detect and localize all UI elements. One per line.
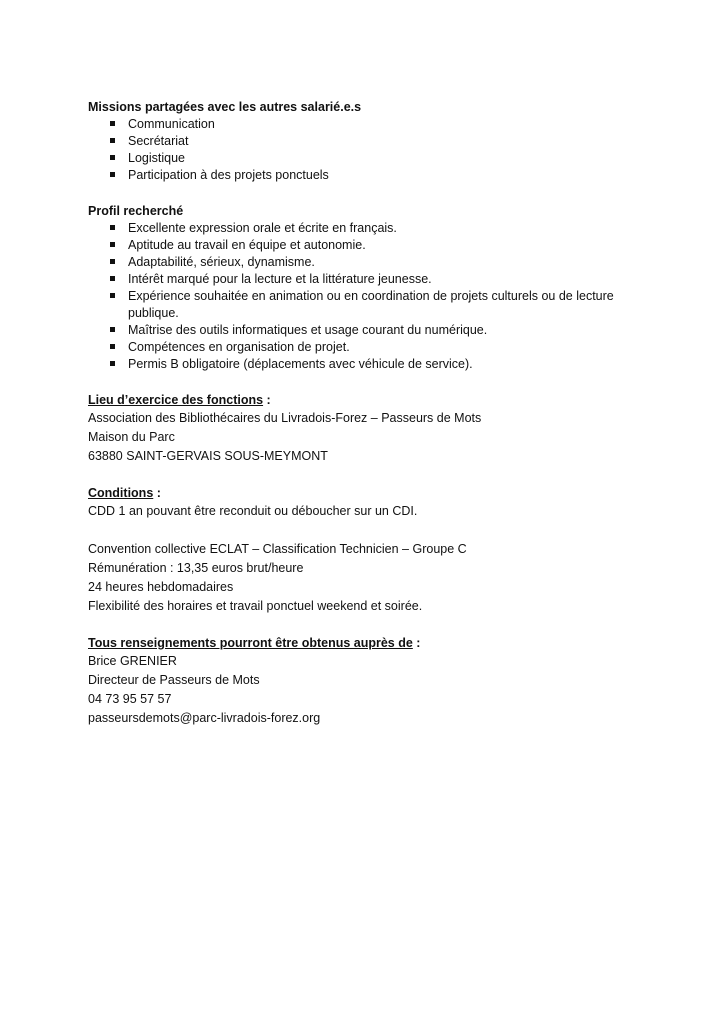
list-item: Communication	[88, 116, 648, 133]
contact-name: Brice GRENIER	[88, 654, 177, 668]
list-item: Intérêt marqué pour la lecture et la littérature jeunesse.	[88, 271, 648, 288]
conditions-colon: :	[153, 486, 161, 500]
list-item: Maîtrise des outils informatiques et usage courant du numérique.	[88, 322, 648, 339]
document-page	[88, 99, 648, 728]
lieu-title: Lieu d’exercice des fonctions	[88, 393, 264, 407]
list-item: Logistique	[88, 150, 648, 167]
missions-list	[88, 116, 648, 184]
list-item: Adaptabilité, sérieux, dynamisme.	[88, 254, 648, 271]
lieu-line: Maison du Parc	[88, 430, 175, 444]
lieu-colon: :	[263, 393, 271, 407]
lieu-line: 63880 SAINT-GERVAIS SOUS-MEYMONT	[88, 449, 328, 463]
conditions-line: Flexibilité des horaires et travail ponctuel weekend et soirée.	[88, 599, 423, 613]
missions-title: Missions partagées avec les autres salarié.e.s	[88, 100, 362, 114]
lieu-line: Association des Bibliothécaires du Livradois-Forez – Passeurs de Mots	[88, 411, 482, 425]
list-item: Participation à des projets ponctuels	[88, 167, 648, 184]
lieu-heading	[88, 392, 648, 409]
conditions-line: Convention collective ECLAT – Classification Technicien – Groupe C	[88, 542, 467, 556]
contact-colon: :	[412, 636, 421, 650]
list-item: Excellente expression orale et écrite en français.	[88, 220, 648, 237]
conditions-title: Conditions	[88, 486, 154, 500]
list-item: Expérience souhaitée en animation ou en coordination de projets culturels ou de lecture publique.	[88, 288, 648, 322]
contact-phone: 04 73 95 57 57	[88, 692, 172, 706]
list-item: Permis B obligatoire (déplacements avec véhicule de service).	[88, 356, 648, 373]
contact-email: passeursdemots@parc-livradois-forez.org	[88, 711, 321, 725]
profil-list	[88, 220, 648, 373]
contact-title: Tous renseignements pourront être obtenus auprès de	[88, 636, 413, 650]
conditions-line: CDD 1 an pouvant être reconduit ou déboucher sur un CDI.	[88, 504, 418, 518]
conditions-line: 24 heures hebdomadaires	[88, 580, 234, 594]
list-item: Aptitude au travail en équipe et autonomie.	[88, 237, 648, 254]
profil-title: Profil recherché	[88, 204, 184, 218]
list-item: Compétences en organisation de projet.	[88, 339, 648, 356]
conditions-heading	[88, 485, 648, 502]
contact-role: Directeur de Passeurs de Mots	[88, 673, 260, 687]
contact-heading	[88, 635, 648, 652]
conditions-line: Rémunération : 13,35 euros brut/heure	[88, 561, 304, 575]
list-item: Secrétariat	[88, 133, 648, 150]
